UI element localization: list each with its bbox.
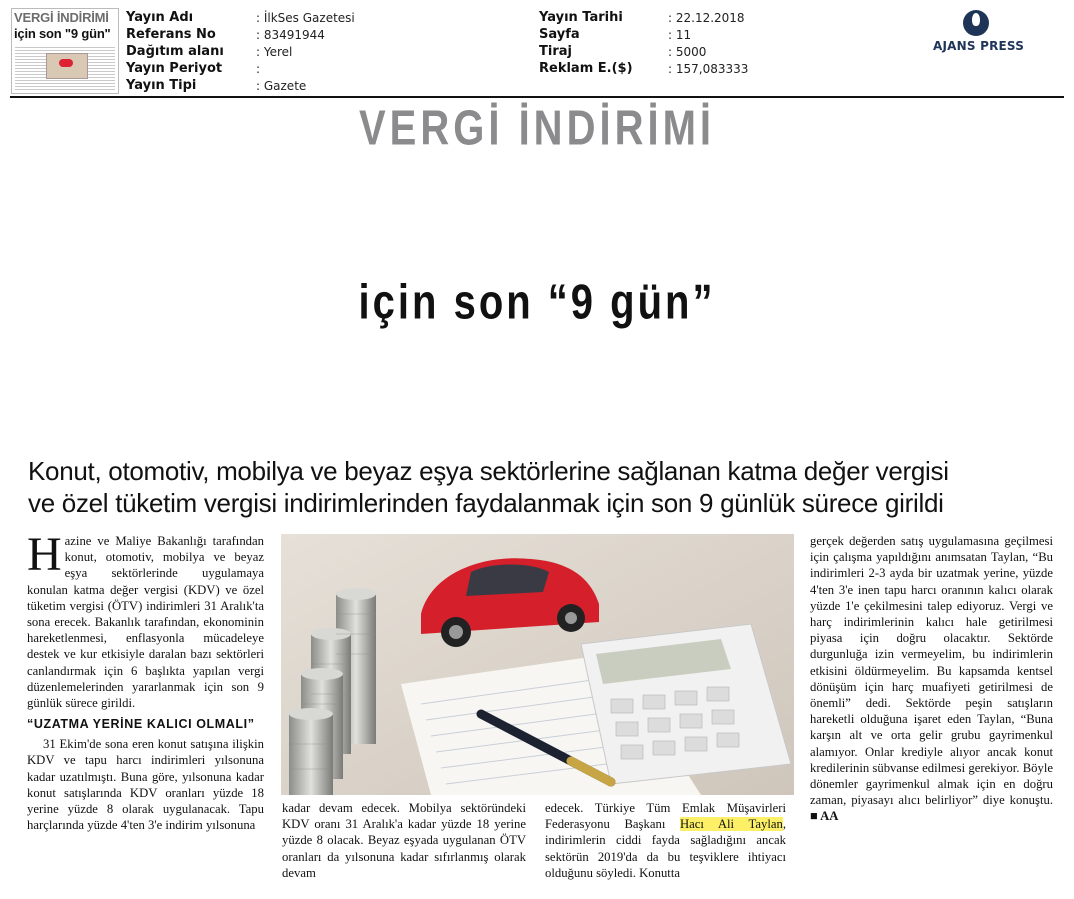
thumbnail-headline-2: için son "9 gün" (14, 26, 111, 41)
article-column-3 (545, 800, 786, 884)
taylan-quote-text: gerçek değerden satış uygulamasına geçilmesi için çalışma yapıldığını anımsatan Taylan, “Bu indirimleri 2-3 ayda bir uzatmak yerine, yüzde 4'ten 3'e inen tapu harcı oranının kalıcı olarak yüzde 1'e çekilmesini talep ediyoruz. Vergi ve harç indirimlerinin kalıcı hale getirilmesi piyasa için doğru olacaktır. Sektörde durgunluğa izin vermeyelim, bu indirimlerin etkisini öldürmeyelim. Bu kapsamda kentsel dönüşüm için harç muafiyeti getirilmesi de önemli” dedi. Sektörde peşin satışların hareketli olduğuna işaret eden Taylan, “Buna karşın alt ve orta gelir grubu gayrimenkul alamıyor. Onlar krediyle alıyor ancak konut kredilerinin sübvanse edilmesi gerekiyor. Böyle dönemler gayrimenkul almak için en doğru zaman, piyasayı alıcı belirliyor” diye konuştu. (810, 534, 1053, 808)
photo-coins-car-calculator (281, 534, 794, 795)
meta-label-dagitim-alani: Dağıtım alanı (126, 44, 224, 59)
ajans-press-logo-icon (963, 10, 989, 36)
meta-value-yayin-tarihi: : 22.12.2018 (668, 11, 745, 25)
paragraph-kdv: 31 Ekim'de sona eren konut satışına ilişkin KDV ve tapu harcı indirimleri yılsonuna kadar uzatılmıştı. Buna göre, yılsonuna kadar konut satışlarında KDV oranları yüzde 18 yerine yüzde 8 olarak uygulanacak. Tapu harçlarında yüzde 4'ten 3'e indirim yılsonuna (27, 737, 264, 833)
section-subhead: “UZATMA YERİNE KALICI OLMALI” (27, 717, 255, 732)
thumbnail-headline-1: VERGİ İNDİRİMİ (14, 10, 109, 25)
paragraph-taylan-quote (810, 533, 1053, 825)
meta-value-dagitim-alani: : Yerel (256, 45, 293, 59)
meta-label-referans-no: Referans No (126, 27, 216, 42)
thumbnail-photo (46, 53, 88, 79)
article-photo (281, 534, 794, 795)
subheadline-line-1: Konut, otomotiv, mobilya ve beyaz eşya sektörlerine sağlanan katma değer vergisi (28, 456, 949, 486)
article-column-4 (810, 533, 1053, 885)
paragraph-federasyon (545, 800, 786, 881)
highlighted-name: Hacı Ali Taylan (679, 817, 783, 832)
meta-value-sayfa: : 11 (668, 28, 692, 42)
article-column-1 (27, 533, 264, 885)
ajans-press-logo-text: AJANS PRESS (933, 39, 1025, 53)
meta-label-yayin-periyot: Yayın Periyot (126, 61, 223, 76)
drop-cap: H (27, 533, 62, 581)
headline-line-1: VERGİ İNDİRİMİ (358, 101, 716, 156)
meta-label-reklam: Reklam E.($) (539, 61, 633, 76)
meta-value-referans-no: : 83491944 (256, 28, 325, 42)
meta-label-yayin-tipi: Yayın Tipi (126, 78, 197, 93)
text-before-name: edecek. Türkiye Tüm Emlak Müşavirleri Federasyonu Başkanı (545, 801, 786, 832)
article-column-2 (282, 800, 526, 884)
text-after-name: , indirimlerin ciddi fayda sağladığını ancak sektörün 2019'da da bu teşviklere ihtiyacı olduğunu söyledi. Konutta (545, 817, 786, 880)
meta-value-reklam: : 157,083333 (668, 62, 749, 76)
meta-value-yayin-adi: : İlkSes Gazetesi (256, 11, 355, 25)
headline-line-2: için son “9 gün” (358, 275, 716, 330)
meta-label-tiraj: Tiraj (539, 44, 572, 59)
paragraph-mobilya: kadar devam edecek. Mobilya sektöründeki KDV oranı 31 Aralık'a kadar yüzde 18 yerine yüzde 8 olacak. Beyaz eşyada uygulanan ÖTV oranları da yılsonuna kadar sıfırlanmış olarak devam (282, 801, 526, 880)
intro-paragraph: azine ve Maliye Bakanlığı tarafından konut, otomotiv, mobilya ve beyaz eşya sektörlerinde uygulamaya konulan katma değer vergisi (KDV) ve özel tüketim vergisi (ÖTV) indirimleri 31 Aralık'ta sona erecek. Bakanlık tarafından, ekonominin hareketlenmesi, enflasyonla mücadeleye destek ve kur etkisiyle daralan bazı sektörleri canlandırmak için 6 başlıkta yapılan vergi düzenlemelerinden yararlanmak için son 9 günlük sürece girildi. (27, 534, 264, 711)
signoff: ■ AA (810, 809, 839, 824)
subheadline-line-2: ve özel tüketim vergisi indirimlerinden faydalanmak için son 9 günlük sürece girildi (28, 488, 944, 518)
meta-label-sayfa: Sayfa (539, 27, 580, 42)
meta-value-tiraj: : 5000 (668, 45, 707, 59)
meta-label-yayin-tarihi: Yayın Tarihi (539, 10, 623, 25)
meta-label-yayin-adi: Yayın Adı (126, 10, 194, 25)
meta-value-yayin-periyot: : (256, 62, 261, 76)
header-divider (10, 96, 1064, 98)
page-thumbnail (11, 8, 119, 94)
meta-value-yayin-tipi: : Gazete (256, 79, 307, 93)
